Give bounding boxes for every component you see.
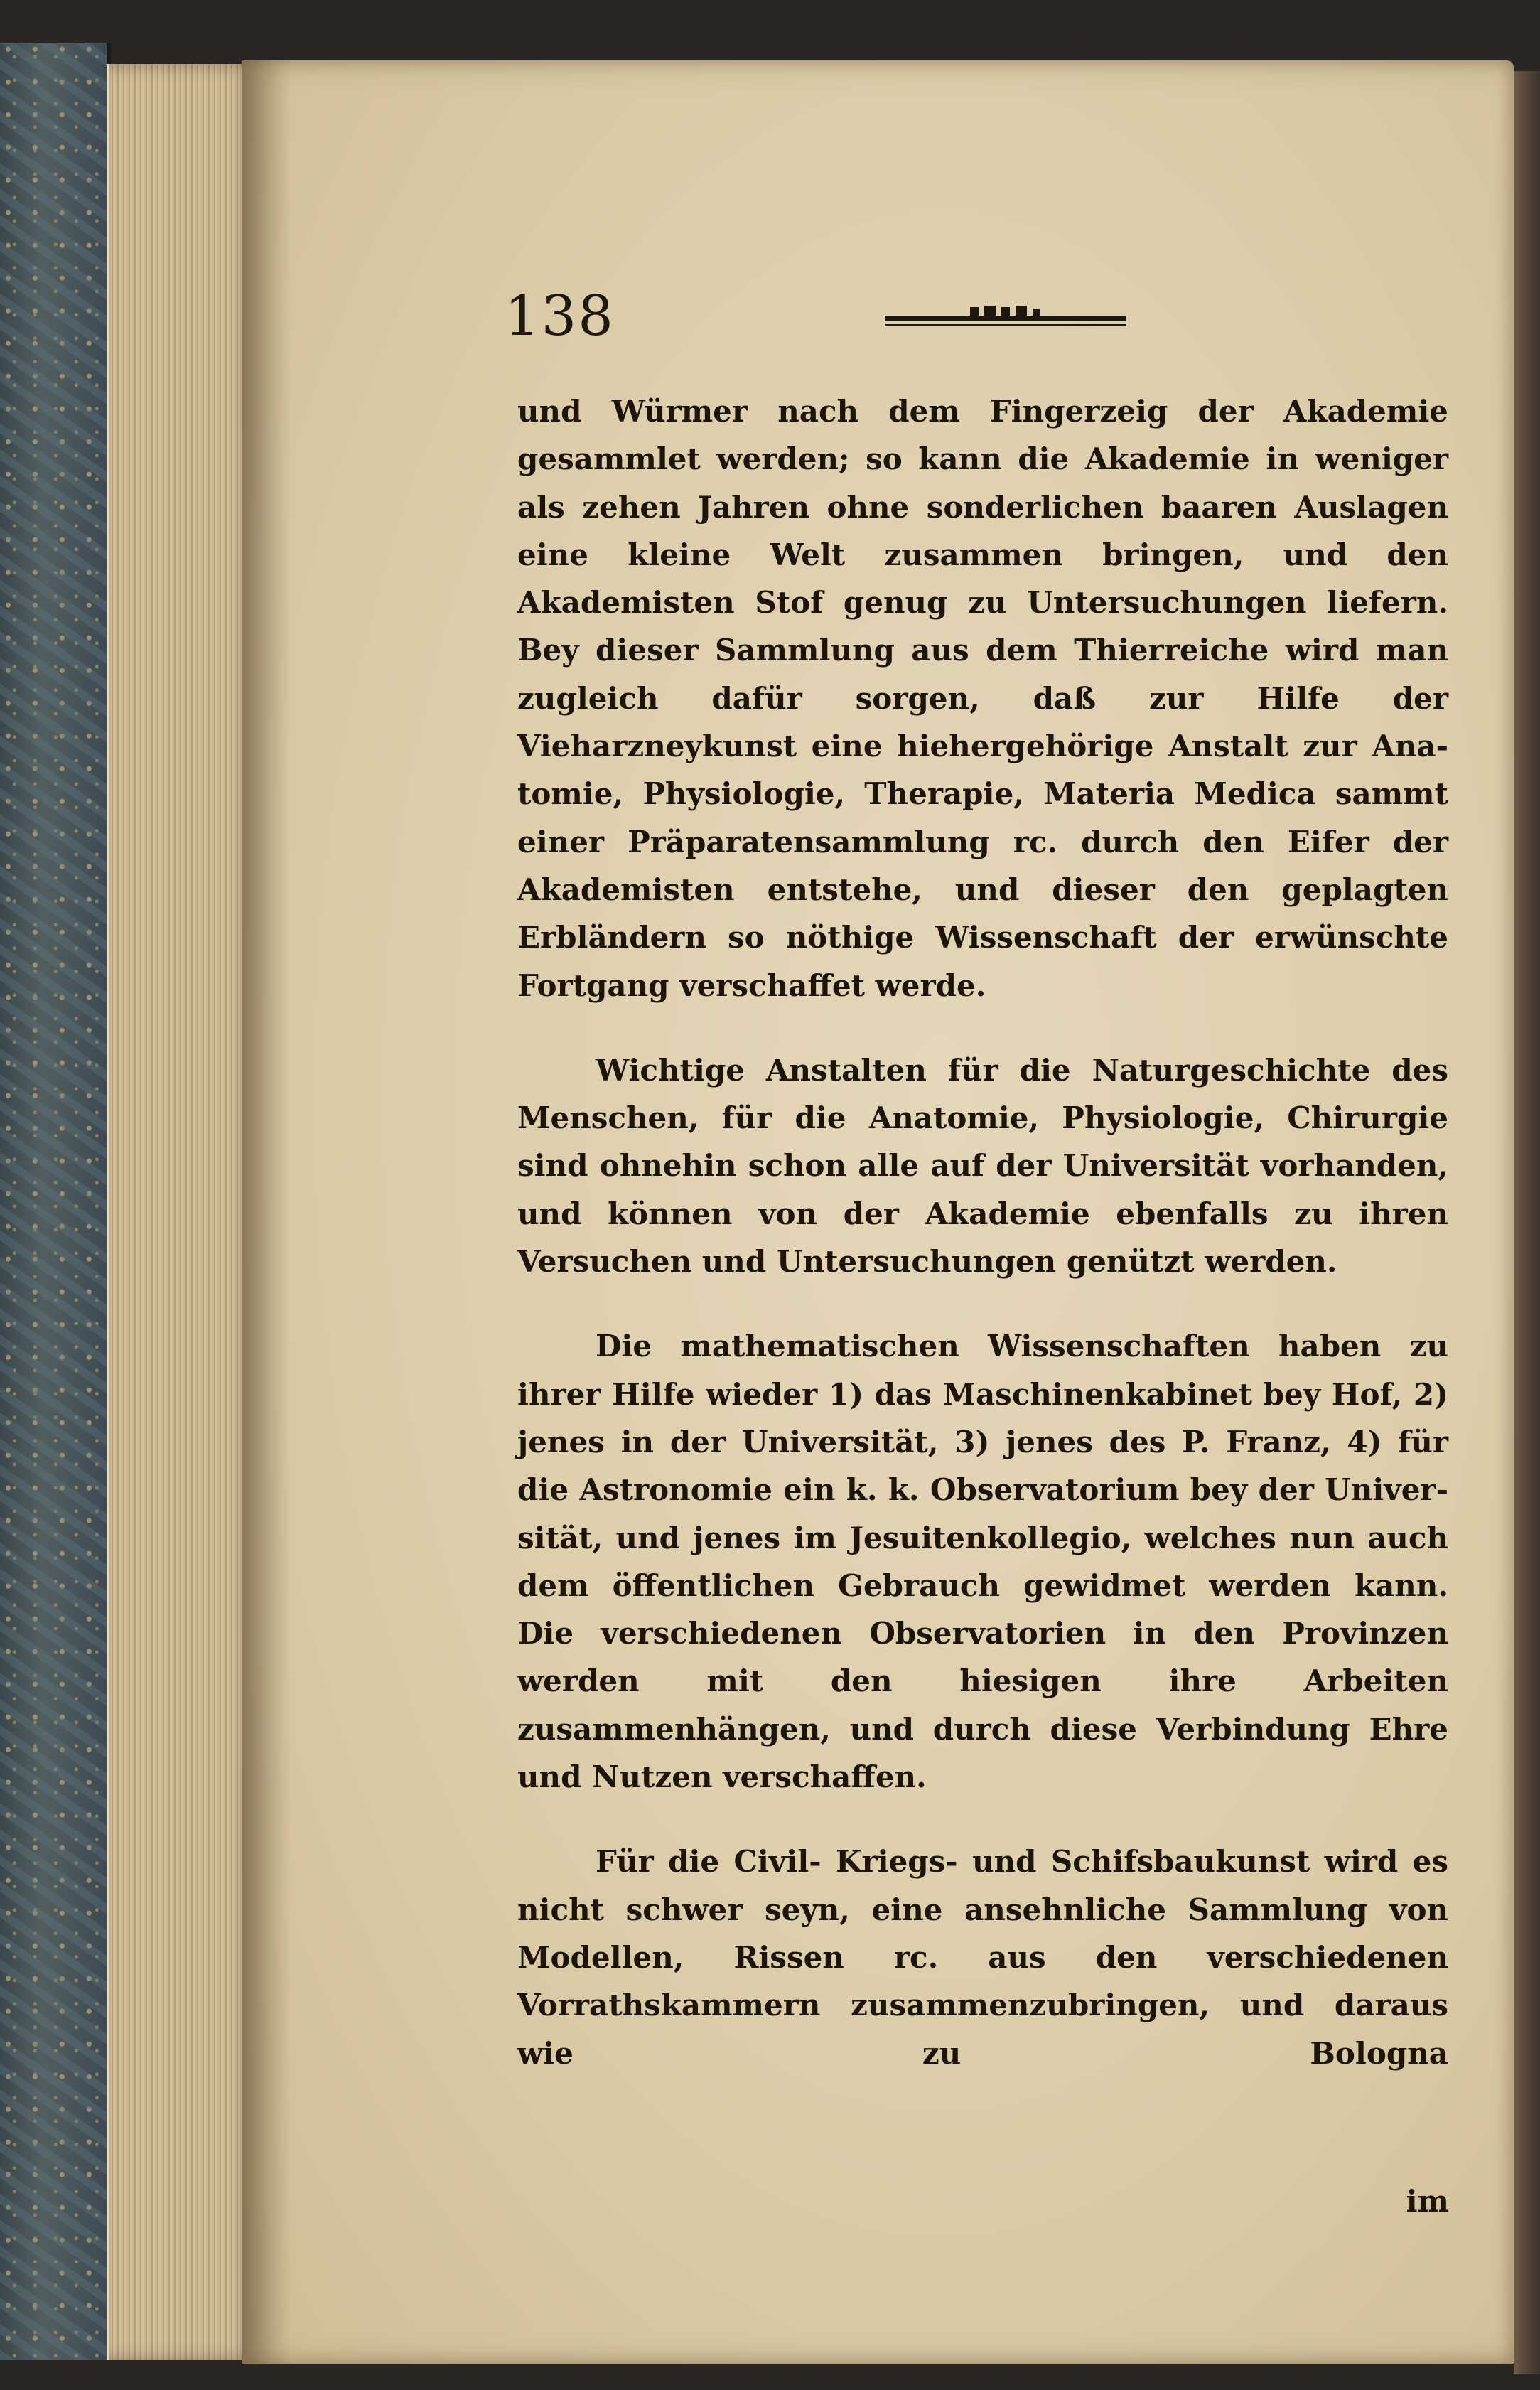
paragraph-1: und Würmer nach dem Fingerzeig der Akademie gesammlet werden; so kann die Akademie in weniger als zehen Jahren ohne sonderlichen baaren Auslagen eine kleine Welt zusammen bringen, und den Akademisten Stof genug zu Untersuchungen liefern. Bey dieser Sammlung aus dem Thierreiche wird man zugleich dafür sorgen, daß zur Hilfe der Vieharzneykunst eine hiehergehörige Anstalt zur Anatomie, Physiologie, Therapie, Materia Medica sammt einer Präparatensammlung rc. durch den Eifer der Akademisten entstehe, und dieser den geplagten Erbländern so nöthige Wissenschaft der erwünschte Fortgang verschaffet werde. (517, 394, 1448, 1003)
header-ornament (885, 306, 1126, 334)
page-number: 138 (505, 284, 615, 348)
book-cover-edge (0, 43, 111, 2360)
paragraph-2: Wichtige Anstalten für die Naturgeschichte des Menschen, für die Anatomie, Physiologie, Chirurgie sind ohnehin schon alle auf der Universität vorhanden, und können von der Akademie ebenfalls zu ihren Versuchen und Untersuchungen genützt werden. (517, 1052, 1448, 1280)
page-header (505, 284, 1215, 363)
paragraph-3: Die mathematischen Wissenschaften haben zu ihrer Hilfe wieder 1) das Maschinenkabinet bey Hof, 2) jenes in der Universität, 3) jenes des P. Franz, 4) für die Astronomie ein k. k. Observatorium bey der Universität, und jenes im Jesuitenkollegio, welches nun auch dem öffentlichen Gebrauch gewidmet werden kann. Die verschiedenen Observatorien in den Provinzen werden mit den hiesigen ihre Arbeiten zusammenhängen, und durch diese Verbindung Ehre und Nutzen verschaffen. (517, 1329, 1448, 1795)
page-body (517, 387, 1448, 2077)
facing-page-edge (1514, 71, 1540, 2374)
page-edges (107, 64, 259, 2360)
catchword: im (1406, 2184, 1449, 2219)
paragraph-4: Für die Civil- Kriegs- und Schifsbaukunst wird es nicht schwer seyn, eine ansehnliche Sammlung von Modellen, Rissen rc. aus den verschiedenen Vorrathskammern zusammenzubringen, und daraus wie zu Bologna (517, 1844, 1448, 2071)
